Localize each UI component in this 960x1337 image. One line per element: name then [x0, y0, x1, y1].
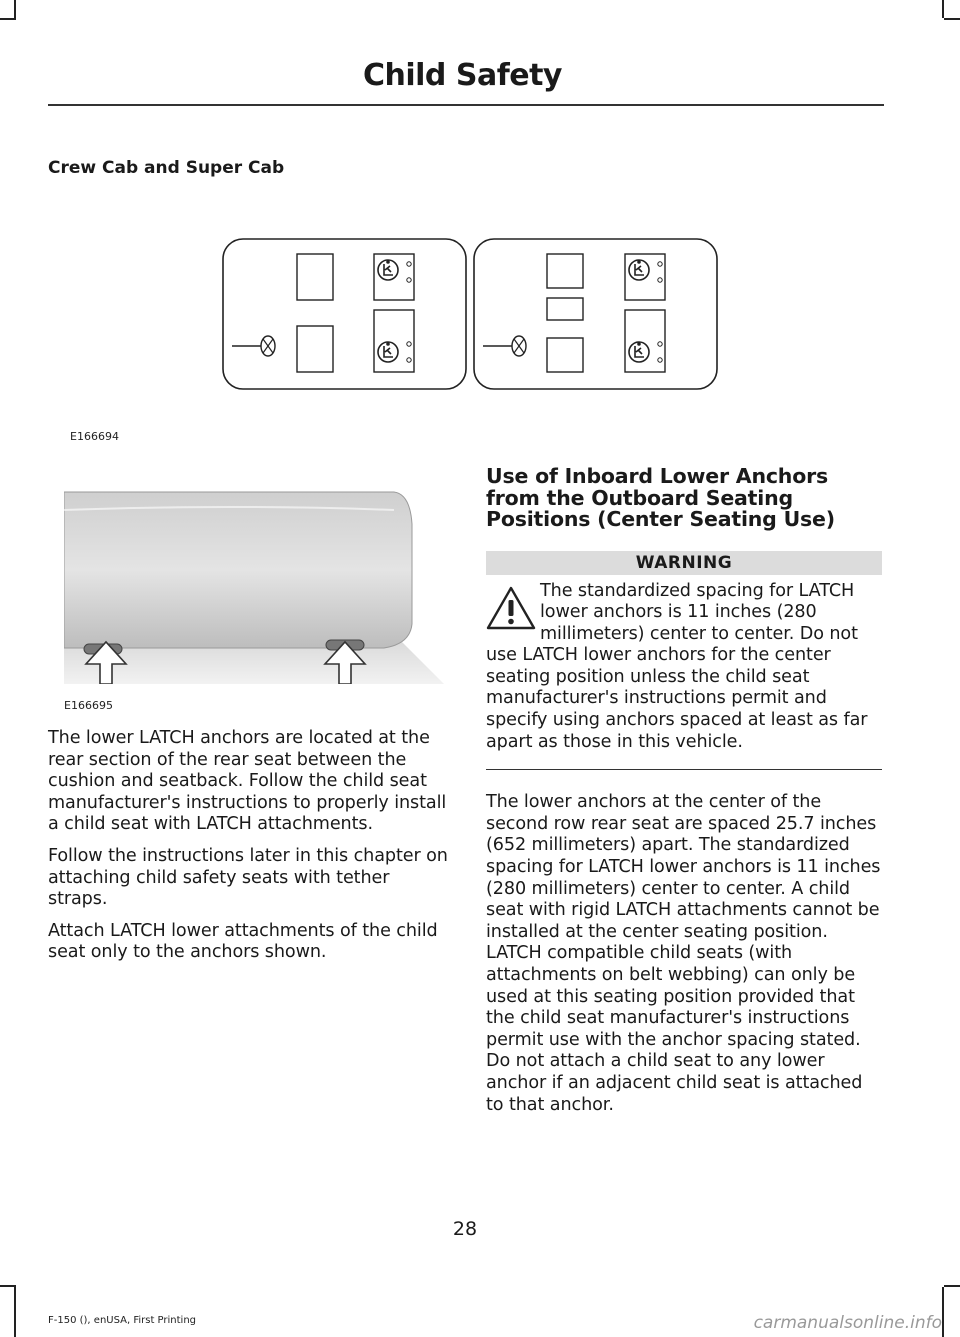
- watermark: carmanualsonline.info: [753, 1313, 942, 1333]
- page-number: 28: [452, 1218, 478, 1240]
- crop-mark: [944, 18, 960, 20]
- header-divider: [48, 104, 884, 106]
- super-cab-panel: [474, 239, 717, 389]
- figure-code: E166695: [64, 699, 113, 712]
- crop-mark: [944, 1285, 960, 1287]
- paragraph: The lower anchors at the center of the second row rear seat are spaced 25.7 inches (652 millimeters) apart. The standardized spacing for LATCH lower anchors is 11 inches (280 millimeters) center to center. A child seat with rigid LATCH attachments cannot be installed at the center seating position. LATCH compatible child seats (with attachments on belt webbing) can only be used at this seating position provided that the child seat manufacturer's instructions permit use with the anchor spacing stated. Do not attach a child seat to any lower anchor if an adjacent child seat is attached to that anchor.: [486, 792, 881, 1115]
- paragraph: The lower LATCH anchors are located at the rear section of the rear seat between the cushion and seatback. Follow the child seat manufacturer's instructions to properly install a child seat with LATCH attachments.: [48, 728, 447, 835]
- rear-seat-anchor-illustration: [64, 484, 444, 684]
- subheading: Use of Inboard Lower Anchors from the Outboard Seating Positions (Center Seating Use): [486, 464, 835, 531]
- left-column: [48, 728, 448, 974]
- warning-box: [486, 581, 882, 754]
- section-heading: Crew Cab and Super Cab: [48, 158, 285, 178]
- paragraph: Attach LATCH lower attachments of the child seat only to the anchors shown.: [48, 920, 438, 963]
- crop-mark: [14, 1287, 16, 1337]
- figure-code: E166694: [70, 430, 119, 443]
- warning-label: WARNING: [486, 551, 882, 575]
- crop-mark: [14, 0, 16, 18]
- crew-cab-panel: [223, 239, 466, 389]
- crop-mark: [942, 0, 944, 18]
- paragraph: Follow the instructions later in this chapter on attaching child safety seats with tether straps.: [48, 845, 448, 910]
- warning-divider: [486, 769, 882, 770]
- crop-mark: [942, 1287, 944, 1337]
- page-title: Child Safety: [362, 58, 562, 93]
- footer-text: F-150 (), enUSA, First Printing: [48, 1315, 197, 1326]
- crop-mark: [0, 18, 16, 20]
- seat-layout-diagram: [222, 238, 720, 390]
- warning-text: The standardized spacing for LATCH lower anchors is 11 inches (280 millimeters) center to center. Do not use LATCH lower anchors for the center seating position unless the child seat manufacturer's instructions permit and specify using anchors spaced at least as far apart as those in this vehicle.: [486, 580, 868, 752]
- warning-triangle-icon: [486, 585, 536, 631]
- right-column: [486, 466, 882, 1126]
